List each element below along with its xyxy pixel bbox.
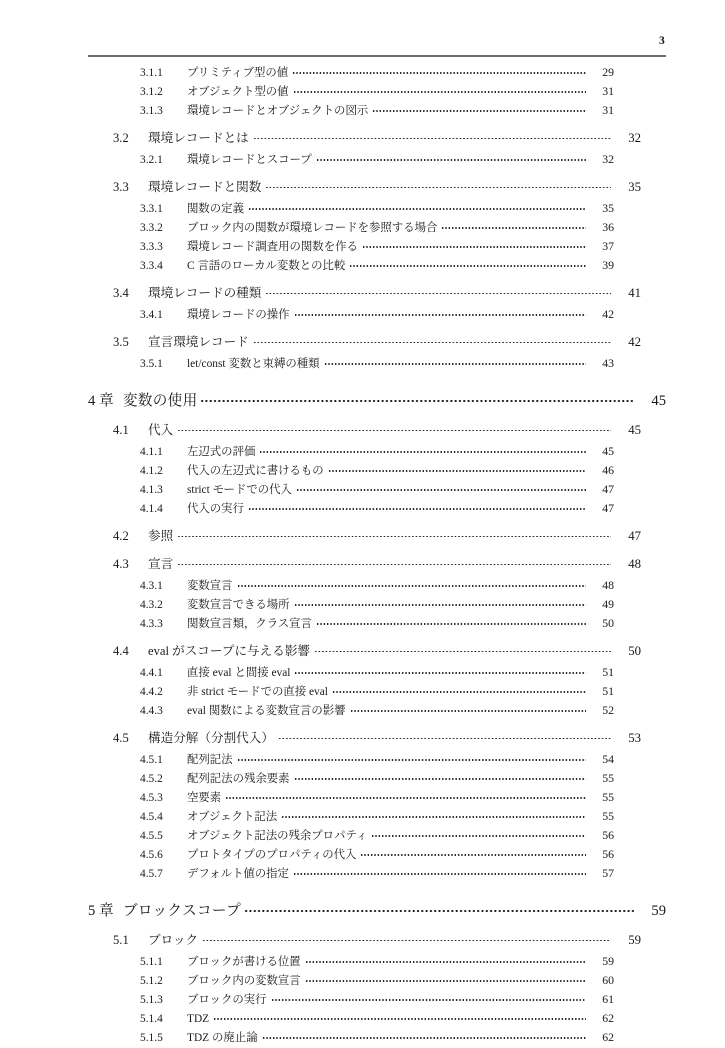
dot-leader — [237, 578, 586, 589]
toc-entry-page-number: 59 — [602, 954, 614, 968]
toc-entry-number: 5.1.3 — [140, 994, 163, 1006]
toc-entry-page-number: 55 — [602, 790, 614, 804]
dot-leader — [177, 555, 611, 568]
dot-leader — [305, 973, 586, 984]
toc-entry-title: strict モードでの代入 — [187, 484, 292, 496]
toc-entry-section[interactable] — [88, 729, 641, 748]
toc-entry-list — [0, 64, 725, 1048]
toc-entry-sub[interactable] — [88, 481, 614, 499]
toc-entry-page-number: 35 — [628, 180, 641, 194]
dot-leader — [372, 103, 586, 114]
dot-leader — [281, 809, 586, 820]
dot-leader — [441, 220, 586, 231]
toc-entry-title: 左辺式の評価 — [187, 446, 256, 458]
dot-leader — [253, 129, 611, 142]
dot-leader — [316, 152, 586, 163]
dot-leader — [177, 527, 611, 540]
toc-entry-page-number: 31 — [602, 84, 614, 98]
toc-entry-page-number: 42 — [602, 307, 614, 321]
toc-entry-page-number: 29 — [602, 65, 614, 79]
toc-entry-title: 構造分解（分割代入） — [148, 731, 274, 745]
toc-entry-page-number: 56 — [602, 828, 614, 842]
toc-entry-number: 4.5.1 — [140, 754, 163, 766]
toc-entry-title: 環境レコードの種類 — [148, 286, 262, 300]
dot-leader — [200, 390, 634, 405]
toc-entry-number: 4.5.2 — [140, 773, 163, 785]
toc-entry-page-number: 55 — [602, 771, 614, 785]
dot-leader — [294, 597, 586, 608]
toc-entry-title: 直接 eval と間接 eval — [187, 667, 291, 679]
toc-entry-number: 3.3.3 — [140, 241, 163, 253]
dot-leader — [296, 482, 586, 493]
toc-entry-title: ブロックスコープ — [123, 903, 241, 919]
toc-entry-number: 4.5.7 — [140, 868, 163, 880]
toc-entry-section[interactable] — [88, 931, 641, 950]
toc-entry-page-number: 53 — [628, 731, 641, 745]
toc-entry-chapter[interactable] — [88, 390, 666, 412]
dot-leader — [225, 790, 586, 801]
toc-entry-sub[interactable] — [88, 306, 614, 324]
toc-entry-number: 4.4.3 — [140, 705, 163, 717]
toc-entry-title: 代入 — [148, 423, 174, 437]
toc-entry-page-number: 35 — [602, 201, 614, 215]
toc-entry-title: 空要素 — [187, 792, 222, 804]
toc-entry-title: TDZ の廃止論 — [187, 1032, 258, 1044]
toc-entry-number: 4.5 — [113, 731, 129, 745]
toc-entry-sub[interactable] — [88, 500, 614, 518]
toc-entry-number: 3.3 — [113, 180, 129, 194]
toc-entry-section[interactable] — [88, 555, 641, 574]
toc-entry-title: ブロックの実行 — [187, 994, 267, 1006]
toc-entry-title: 変数宣言できる場所 — [187, 599, 290, 611]
dot-leader — [244, 900, 634, 915]
toc-entry-number: 4.5.6 — [140, 849, 163, 861]
toc-entry-sub[interactable] — [88, 751, 614, 769]
toc-entry-number: 3.3.4 — [140, 260, 163, 272]
toc-entry-sub[interactable] — [88, 83, 614, 101]
toc-entry-sub[interactable] — [88, 577, 614, 595]
toc-entry-number: 4.3.2 — [140, 599, 163, 611]
toc-entry-title: 代入の実行 — [187, 503, 244, 515]
header-rule-divider — [88, 55, 666, 57]
toc-entry-page-number: 37 — [602, 239, 614, 253]
toc-entry-page-number: 62 — [602, 1011, 614, 1025]
dot-leader — [202, 931, 611, 944]
toc-entry-title: オブジェクト型の値 — [187, 86, 289, 98]
toc-entry-sub[interactable] — [88, 64, 614, 82]
toc-entry-title: 変数宣言 — [187, 580, 233, 592]
toc-entry-page-number: 32 — [628, 131, 641, 145]
toc-entry-number: 4.1.1 — [140, 446, 163, 458]
dot-leader — [294, 307, 586, 318]
toc-entry-page-number: 59 — [651, 903, 666, 919]
toc-entry-number: 4.4 — [113, 644, 129, 658]
toc-entry-title: プロトタイプのプロパティの代入 — [187, 849, 357, 861]
dot-leader — [265, 284, 611, 297]
toc-entry-section[interactable] — [88, 178, 641, 197]
dot-leader — [371, 828, 586, 839]
toc-entry-sub[interactable] — [88, 257, 614, 275]
toc-entry-page-number: 41 — [628, 286, 641, 300]
toc-entry-sub[interactable] — [88, 238, 614, 256]
dot-leader — [294, 665, 586, 676]
toc-entry-section[interactable] — [88, 642, 641, 661]
toc-entry-number: 3.5.1 — [140, 358, 163, 370]
toc-entry-title: ブロック内の変数宣言 — [187, 975, 301, 987]
toc-entry-page-number: 45 — [651, 393, 666, 409]
toc-entry-section[interactable] — [88, 284, 641, 303]
toc-entry-sub[interactable] — [88, 664, 614, 682]
toc-entry-number: 4.4.1 — [140, 667, 163, 679]
page-number-folio: 3 — [659, 35, 665, 47]
toc-entry-sub[interactable] — [88, 789, 614, 807]
toc-entry-sub[interactable] — [88, 443, 614, 461]
dot-leader — [324, 356, 586, 367]
toc-entry-page-number: 32 — [602, 152, 614, 166]
toc-entry-title: オブジェクト記法の残余プロパティ — [187, 830, 368, 842]
dot-leader — [305, 954, 586, 965]
toc-entry-title: 代入の左辺式に書けるもの — [187, 465, 324, 477]
toc-entry-number: 4.5.4 — [140, 811, 163, 823]
toc-entry-sub[interactable] — [88, 462, 614, 480]
toc-entry-title: デフォルト値の指定 — [187, 868, 289, 880]
toc-entry-number: 3.4 — [113, 286, 129, 300]
toc-entry-sub[interactable] — [88, 615, 614, 633]
toc-entry-number: 5.1.1 — [140, 956, 163, 968]
toc-entry-number: 4.3.1 — [140, 580, 163, 592]
toc-entry-number: 4 章 — [88, 393, 114, 409]
dot-leader — [316, 616, 586, 627]
toc-entry-number: 4.5.3 — [140, 792, 163, 804]
toc-entry-section[interactable] — [88, 129, 641, 148]
dot-leader — [314, 642, 611, 655]
toc-entry-sub[interactable] — [88, 219, 614, 237]
toc-entry-title: 環境レコードと関数 — [148, 180, 262, 194]
toc-entry-sub[interactable] — [88, 953, 614, 971]
toc-entry-title: プリミティブ型の値 — [187, 67, 289, 79]
toc-entry-number: 4.2 — [113, 529, 129, 543]
toc-entry-sub[interactable] — [88, 200, 614, 218]
toc-entry-title: 配列記法の残余要素 — [187, 773, 290, 785]
dot-leader — [349, 258, 586, 269]
dot-leader — [237, 752, 586, 763]
toc-entry-number: 5.1.2 — [140, 975, 163, 987]
toc-entry-number: 3.3.2 — [140, 222, 163, 234]
dot-leader — [332, 684, 586, 695]
toc-entry-section[interactable] — [88, 527, 641, 546]
toc-entry-page-number: 48 — [602, 578, 614, 592]
toc-entry-title: 変数の使用 — [123, 393, 198, 409]
toc-entry-title: 環境レコードとスコープ — [187, 154, 312, 166]
toc-entry-title: 非 strict モードでの直接 eval — [187, 686, 328, 698]
toc-entry-sub[interactable] — [88, 827, 614, 845]
toc-entry-page-number: 47 — [602, 501, 614, 515]
toc-entry-page-number: 52 — [602, 703, 614, 717]
toc-entry-page-number: 48 — [628, 557, 641, 571]
toc-entry-page-number: 51 — [602, 665, 614, 679]
toc-entry-page-number: 50 — [628, 644, 641, 658]
dot-leader — [293, 866, 586, 877]
toc-entry-page-number: 59 — [628, 933, 641, 947]
dot-leader — [360, 847, 586, 858]
toc-entry-page-number: 49 — [602, 597, 614, 611]
dot-leader — [248, 201, 586, 212]
toc-entry-page-number: 45 — [628, 423, 641, 437]
toc-entry-sub[interactable] — [88, 991, 614, 1009]
toc-entry-number: 3.4.1 — [140, 309, 163, 321]
toc-entry-number: 5.1 — [113, 933, 129, 947]
toc-entry-section[interactable] — [88, 421, 641, 440]
toc-entry-title: ブロック — [148, 933, 199, 947]
toc-entry-number: 4.3.3 — [140, 618, 163, 630]
dot-leader — [213, 1011, 586, 1022]
dot-leader — [262, 1030, 586, 1041]
toc-entry-title: eval がスコープに与える影響 — [148, 644, 311, 658]
dot-leader — [292, 65, 586, 76]
toc-entry-number: 4.1.2 — [140, 465, 163, 477]
toc-entry-sub[interactable] — [88, 865, 614, 883]
dot-leader — [294, 771, 586, 782]
toc-entry-page-number: 31 — [602, 103, 614, 117]
toc-entry-page-number: 43 — [602, 356, 614, 370]
toc-entry-title: TDZ — [187, 1013, 210, 1025]
toc-entry-title: eval 関数による変数宣言の影響 — [187, 705, 346, 717]
toc-entry-sub[interactable] — [88, 151, 614, 169]
toc-entry-page-number: 47 — [628, 529, 641, 543]
toc-entry-page-number: 54 — [602, 752, 614, 766]
toc-entry-sub[interactable] — [88, 808, 614, 826]
toc-entry-number: 3.1.3 — [140, 105, 163, 117]
toc-entry-page-number: 50 — [602, 616, 614, 630]
dot-leader — [248, 501, 586, 512]
toc-entry-page-number: 57 — [602, 866, 614, 880]
toc-entry-sub[interactable] — [88, 846, 614, 864]
toc-entry-sub[interactable] — [88, 596, 614, 614]
toc-entry-title: 宣言環境レコード — [148, 335, 249, 349]
toc-entry-number: 4.1.3 — [140, 484, 163, 496]
toc-entry-sub[interactable] — [88, 1029, 614, 1047]
dot-leader — [259, 444, 586, 455]
toc-entry-number: 3.2 — [113, 131, 129, 145]
dot-leader — [253, 333, 611, 346]
toc-entry-number: 3.1.1 — [140, 67, 163, 79]
toc-entry-title: 関数の定義 — [187, 203, 244, 215]
toc-entry-page-number: 36 — [602, 220, 614, 234]
toc-entry-page-number: 39 — [602, 258, 614, 272]
toc-entry-number: 5.1.5 — [140, 1032, 163, 1044]
toc-entry-title: ブロック内の関数が環境レコードを参照する場合 — [187, 222, 438, 234]
toc-entry-sub[interactable] — [88, 972, 614, 990]
toc-entry-number: 4.1.4 — [140, 503, 163, 515]
toc-entry-title: 環境レコードとは — [148, 131, 249, 145]
toc-entry-title: ブロックが書ける位置 — [187, 956, 301, 968]
toc-entry-sub[interactable] — [88, 770, 614, 788]
toc-entry-title: 配列記法 — [187, 754, 233, 766]
toc-entry-number: 5 章 — [88, 903, 114, 919]
toc-entry-title: let/const 変数と束縛の種類 — [187, 358, 320, 370]
toc-entry-page-number: 61 — [602, 992, 614, 1006]
toc-entry-page-number: 47 — [602, 482, 614, 496]
toc-entry-title: 環境レコード調査用の関数を作る — [187, 241, 358, 253]
toc-entry-chapter[interactable] — [88, 900, 666, 922]
toc-entry-sub[interactable] — [88, 102, 614, 120]
toc-entry-page-number: 51 — [602, 684, 614, 698]
dot-leader — [271, 992, 586, 1003]
toc-entry-number: 3.1.2 — [140, 86, 163, 98]
dot-leader — [177, 421, 611, 434]
toc-entry-sub[interactable] — [88, 683, 614, 701]
toc-entry-title: 環境レコードとオブジェクトの図示 — [187, 105, 369, 117]
toc-entry-number: 4.3 — [113, 557, 129, 571]
dot-leader — [362, 239, 586, 250]
toc-entry-page-number: 60 — [602, 973, 614, 987]
toc-entry-title: オブジェクト記法 — [187, 811, 278, 823]
toc-entry-number: 4.5.5 — [140, 830, 163, 842]
toc-entry-sub[interactable] — [88, 1010, 614, 1028]
toc-entry-number: 3.5 — [113, 335, 129, 349]
toc-entry-title: C 言語のローカル変数との比較 — [187, 260, 346, 272]
toc-entry-title: 関数宣言類，クラス宣言 — [187, 618, 312, 630]
toc-entry-number: 4.4.2 — [140, 686, 163, 698]
toc-entry-number: 3.2.1 — [140, 154, 163, 166]
toc-entry-sub[interactable] — [88, 702, 614, 720]
toc-entry-sub[interactable] — [88, 355, 614, 373]
toc-entry-title: 環境レコードの操作 — [187, 309, 290, 321]
toc-entry-title: 宣言 — [148, 557, 174, 571]
toc-entry-page-number: 56 — [602, 847, 614, 861]
toc-entry-number: 4.1 — [113, 423, 129, 437]
dot-leader — [293, 84, 587, 95]
toc-entry-page-number: 62 — [602, 1030, 614, 1044]
toc-entry-number: 5.1.4 — [140, 1013, 163, 1025]
dot-leader — [350, 703, 586, 714]
dot-leader — [328, 463, 586, 474]
toc-entry-number: 3.3.1 — [140, 203, 163, 215]
toc-entry-section[interactable] — [88, 333, 641, 352]
dot-leader — [265, 178, 611, 191]
dot-leader — [278, 729, 611, 742]
toc-entry-page-number: 55 — [602, 809, 614, 823]
toc-entry-title: 参照 — [148, 529, 174, 543]
toc-entry-page-number: 42 — [628, 335, 641, 349]
toc-entry-page-number: 46 — [602, 463, 614, 477]
toc-entry-page-number: 45 — [602, 444, 614, 458]
